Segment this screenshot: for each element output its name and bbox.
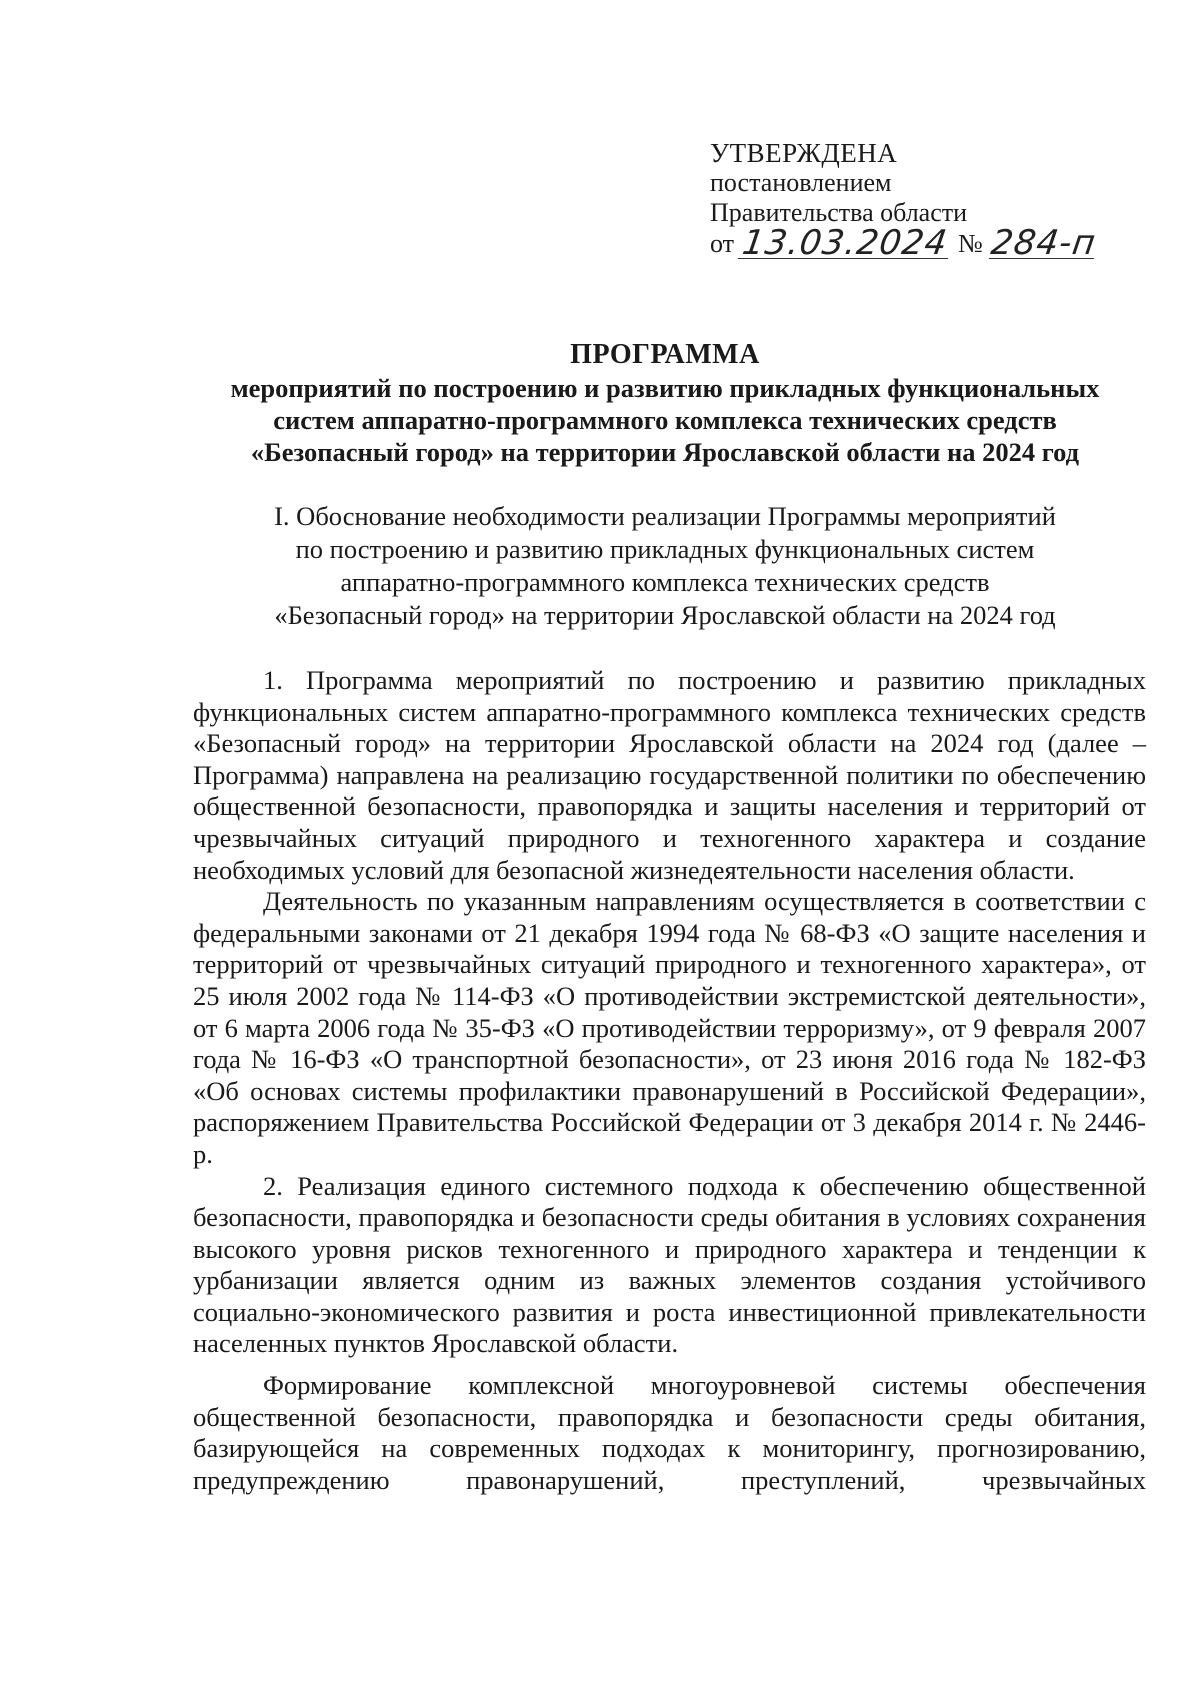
document-title (150, 338, 1180, 468)
handwritten-date: 13.03.2024 (738, 228, 952, 259)
body-text (193, 665, 1146, 1496)
approval-date-number-row (710, 223, 1130, 264)
approval-government: Правительства области (710, 198, 968, 227)
section-heading-line: аппаратно-программного комплекса технических средств (340, 567, 990, 597)
section-heading-line: по построению и развитию прикладных функциональных систем (295, 534, 1035, 564)
approval-block (710, 138, 1130, 264)
title-main: ПРОГРАММА (570, 339, 760, 370)
section-heading (150, 500, 1180, 632)
approval-heading: УТВЕРЖДЕНА (710, 138, 898, 168)
number-sign: № (958, 229, 983, 258)
paragraph: Формирование комплексной многоуровневой системы обеспечения общественной безопасности, правопорядка и безопасности среды обитания, базирующейся на современных подходах к мониторингу, прогнозированию, предупреждению правонарушений, преступлений, чрезвычайных (193, 1370, 1146, 1495)
handwritten-number: 284-п (988, 223, 1099, 263)
section-heading-line: I. Обоснование необходимости реализации Программы мероприятий (274, 501, 1056, 531)
approval-resolution: постановлением (710, 168, 892, 197)
title-line: «Безопасный город» на территории Ярославской области на 2024 год (250, 437, 1080, 467)
section-heading-line: «Безопасный город» на территории Ярославской области на 2024 год (274, 600, 1056, 630)
title-line: систем аппаратно-программного комплекса технических средств (273, 405, 1057, 435)
paragraph: 1. Программа мероприятий по построению и развитию прикладных функциональных систем аппаратно-программного комплекса технических средств «Безопасный город» на территории Ярославской области на 2024 год (далее – Программа) направлена на реализацию государственной политики по обеспечению общественной безопасности, правопорядка и защиты населения и территорий от чрезвычайных ситуаций природного и техногенного характера и создание необходимых условий для безопасной жизнедеятельности населения области. (193, 665, 1146, 885)
paragraph: Деятельность по указанным направлениям осуществляется в соответствии с федеральными законами от 21 декабря 1994 года № 68-ФЗ «О защите населения и территорий от чрезвычайных ситуаций природного и техногенного характера», от 25 июля 2002 года № 114-ФЗ «О противодействии экстремистской деятельности», от 6 марта 2006 года № 35-ФЗ «О противодействии терроризму», от 9 февраля 2007 года № 16-ФЗ «О транспортной безопасности», от 23 июня 2016 года № 182-ФЗ «Об основах системы профилактики правонарушений в Российской Федерации», распоряжением Правительства Российской Федерации от 3 декабря 2014 г. № 2446-р. (193, 886, 1146, 1169)
date-prefix: от (710, 229, 735, 258)
title-line: мероприятий по построению и развитию прикладных функциональных (230, 373, 1100, 403)
paragraph: 2. Реализация единого системного подхода к обеспечению общественной безопасности, правопорядка и безопасности среды обитания в условиях сохранения высокого уровня рисков техногенного и природного характера и тенденции к урбанизации является одним из важных элементов создания устойчивого социально-экономического развития и роста инвестиционной привлекательности населенных пунктов Ярославской области. (193, 1170, 1146, 1359)
